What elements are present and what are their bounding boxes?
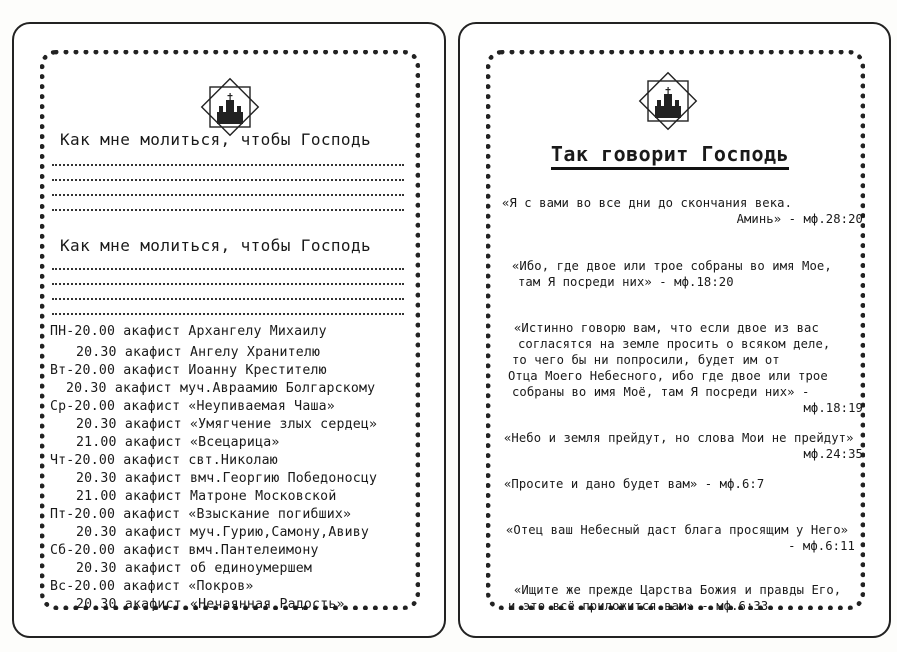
schedule-line: 21.00 акафист «Всецарица» — [76, 435, 280, 450]
fill-in-line — [52, 283, 404, 285]
church-star-emblem-icon — [199, 76, 261, 138]
schedule-line: 20.30 акафист об единоумершем — [76, 561, 313, 576]
schedule-line: 20.30 акафист муч.Гурию,Самону,Авиву — [76, 525, 370, 540]
scripture-quote: «Отец ваш Небесный даст блага просящим у Него» — [506, 523, 849, 537]
schedule-line: 20.30 акафист «Нечаянная Радость» — [76, 597, 345, 612]
fill-in-line — [52, 164, 404, 166]
schedule-line: Вс-20.00 акафист «Покров» — [50, 579, 254, 594]
left-page — [12, 22, 446, 638]
schedule-line: Сб-20.00 акафист вмч.Пантелеимону — [50, 543, 319, 558]
scripture-reference: мф.18:19 — [803, 401, 863, 415]
schedule-line: 20.30 акафист «Умягчение злых сердец» — [76, 417, 378, 432]
schedule-line: Пт-20.00 акафист «Взыскание погибших» — [50, 507, 352, 522]
church-star-emblem-icon — [637, 70, 699, 132]
scripture-quote: то чего бы ни попросили, будет им от — [512, 353, 780, 367]
schedule-line: ПН-20.00 акафист Архангелу Михаилу — [50, 324, 327, 339]
schedule-line: Чт-20.00 акафист свт.Николаю — [50, 453, 278, 468]
page-title-text: Так говорит Господь — [551, 142, 789, 170]
scripture-quote: «Истинно говорю вам, что если двое из вас — [514, 321, 819, 335]
schedule-line: 20.30 акафист вмч.Георгию Победоносцу — [76, 471, 378, 486]
scripture-quote: «Ибо, где двое или трое собраны во имя Мое, — [512, 259, 832, 273]
scripture-quote: Отца Моего Небесного, ибо где двое или трое — [508, 369, 828, 383]
scripture-reference: Аминь» - мф.28:20 — [736, 212, 863, 226]
right-page — [458, 22, 891, 638]
fill-in-line — [52, 313, 404, 315]
scripture-quote: там Я посреди них» - мф.18:20 — [518, 275, 734, 289]
schedule-line: 20.30 акафист Ангелу Хранителю — [76, 345, 321, 360]
scripture-reference: мф.24:35 — [803, 447, 863, 461]
scripture-quote: согласятся на земле просить о всяком деле, — [518, 337, 831, 351]
fill-in-line — [52, 209, 404, 211]
fill-in-line — [52, 194, 404, 196]
scripture-quote: «Ищите же прежде Царства Божия и правды Его, — [514, 583, 842, 597]
prayer-heading-2: Как мне молиться, чтобы Господь — [60, 236, 372, 255]
scripture-reference: - мф.6:11 — [788, 539, 855, 553]
page-title — [520, 142, 820, 166]
schedule-line: 20.30 акафист муч.Авраамию Болгарскому — [66, 381, 376, 396]
scripture-quote: «Просите и дано будет вам» - мф.6:7 — [504, 477, 765, 491]
fill-in-line — [52, 298, 404, 300]
scripture-quote: «Я с вами во все дни до скончания века. — [502, 196, 793, 210]
fill-in-line — [52, 268, 404, 270]
scripture-quote: и это всё приложится вам» - мф.6:33 — [508, 599, 769, 613]
scripture-quote: «Небо и земля прейдут, но слова Мои не прейдут» — [504, 431, 854, 445]
schedule-line: 21.00 акафист Матроне Московской — [76, 489, 337, 504]
prayer-heading-1: Как мне молиться, чтобы Господь — [60, 130, 372, 149]
schedule-line: Ср-20.00 акафист «Неупиваемая Чаша» — [50, 399, 335, 414]
schedule-line: Вт-20.00 акафист Иоанну Крестителю — [50, 363, 327, 378]
fill-in-line — [52, 179, 404, 181]
scripture-quote: собраны во имя Моё, там Я посреди них» - — [512, 385, 810, 399]
